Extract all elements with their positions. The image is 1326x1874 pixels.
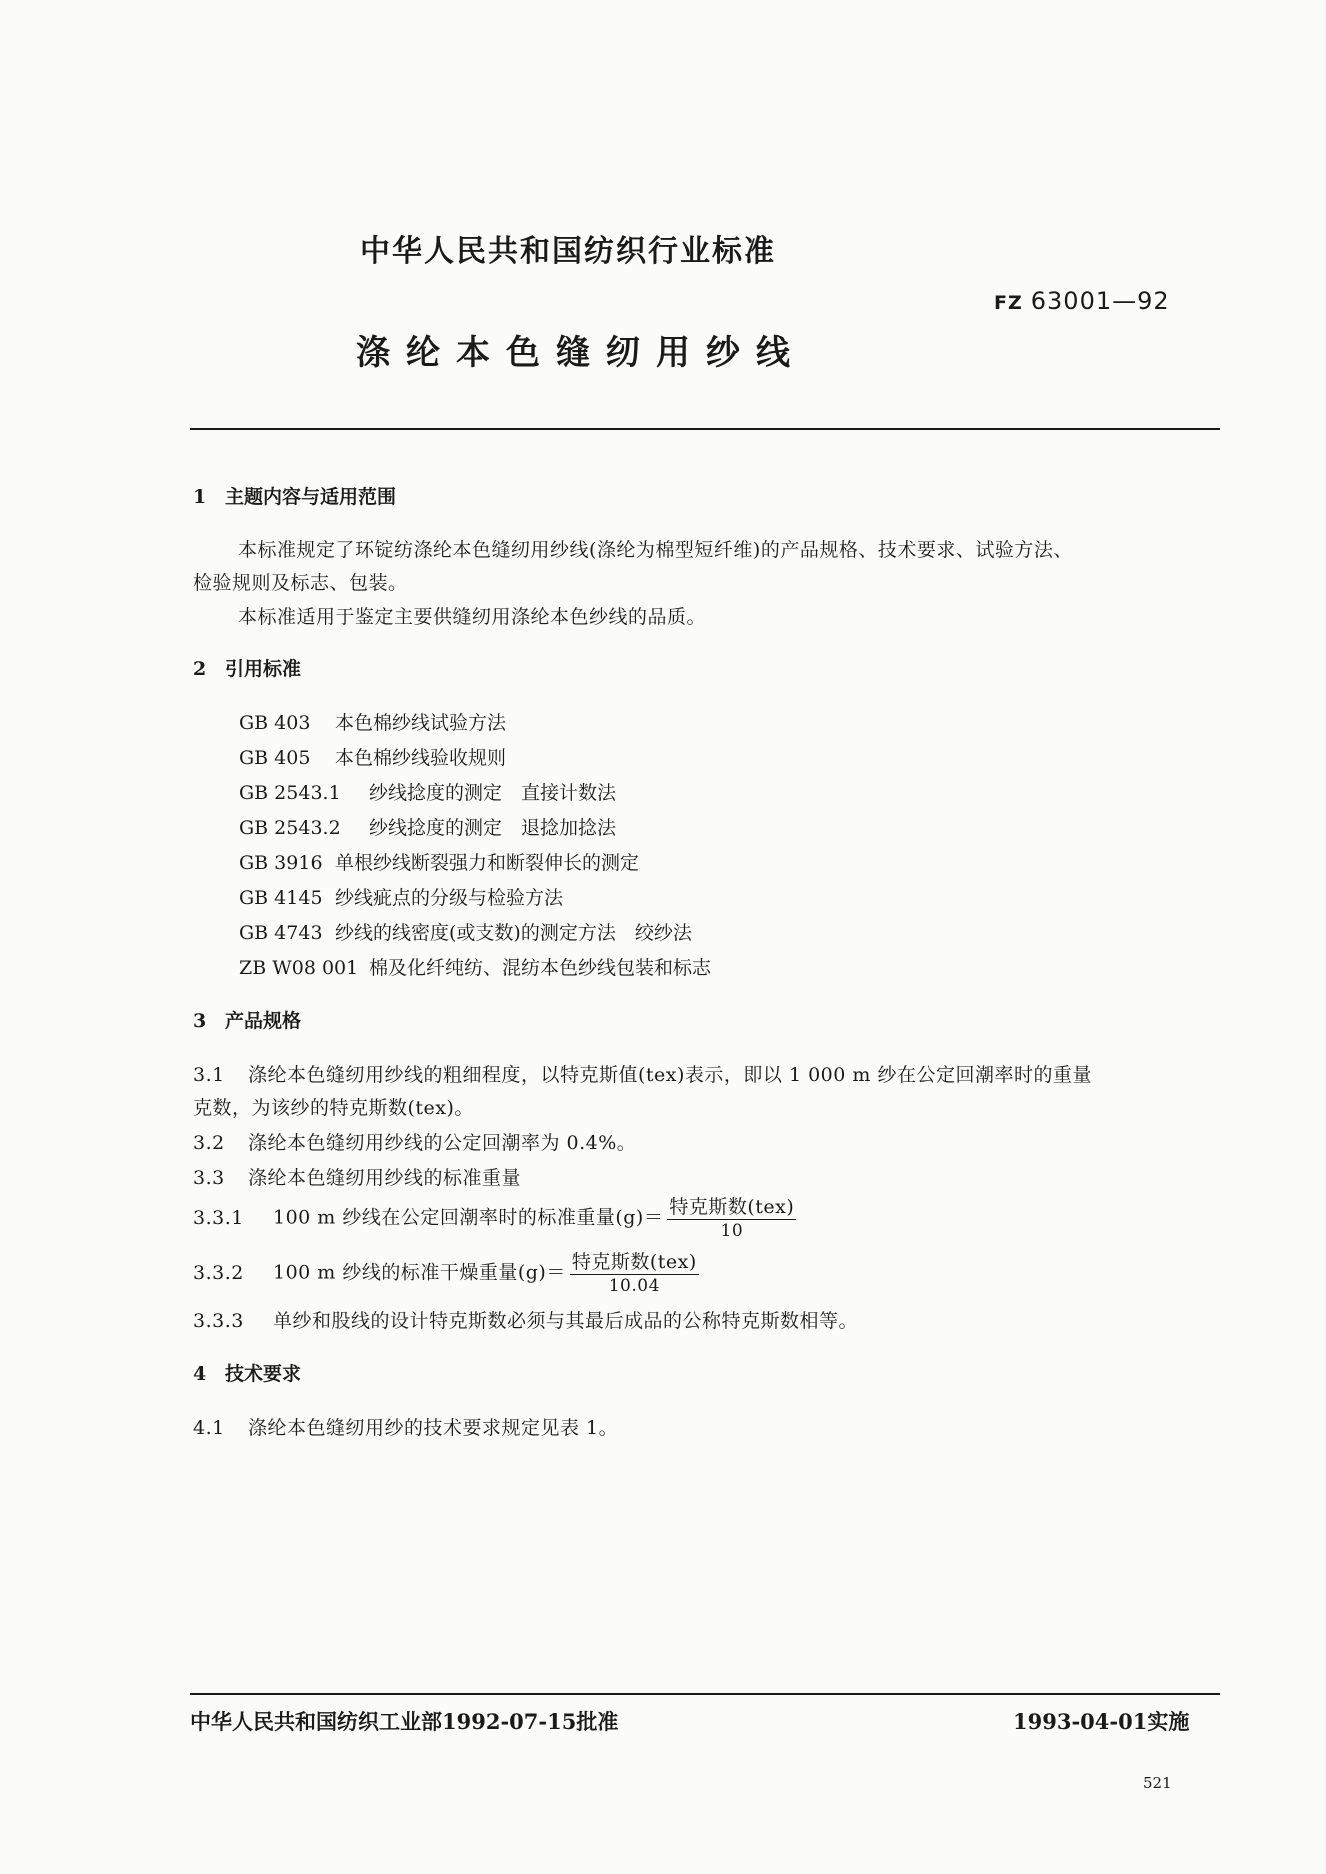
clause-number: 3.3.3 bbox=[193, 1310, 244, 1332]
clause-3-3 bbox=[193, 1163, 521, 1190]
section-4-heading bbox=[193, 1359, 301, 1386]
section-1-paragraph-2: 本标准适用于鉴定主要供缝纫用涤纶本色纱线的品质。 bbox=[238, 606, 707, 628]
section-number: 3 bbox=[193, 1010, 207, 1032]
section-title: 技术要求 bbox=[225, 1363, 302, 1385]
formula-fraction bbox=[667, 1195, 796, 1242]
reference-code: GB 403 bbox=[239, 712, 311, 734]
clause-number: 3.2 bbox=[193, 1132, 225, 1154]
reference-code: GB 2543.2 bbox=[239, 817, 341, 839]
reference-code: GB 405 bbox=[239, 747, 311, 769]
reference-name: 单根纱线断裂强力和断裂伸长的测定 bbox=[335, 852, 640, 874]
approval-statement: 中华人民共和国纺织工业部1992-07-15批准 bbox=[190, 1709, 619, 1734]
clause-text: 涤纶本色缝纫用纱线的标准重量 bbox=[248, 1167, 522, 1189]
footer-divider bbox=[190, 1693, 1220, 1695]
implementation-date: 1993-04-01实施 bbox=[1013, 1709, 1190, 1734]
standard-prefix: FZ bbox=[994, 292, 1023, 314]
section-number: 4 bbox=[193, 1363, 207, 1385]
clause-number: 3.3 bbox=[193, 1167, 225, 1189]
reference-code: GB 2543.1 bbox=[239, 782, 341, 804]
issuing-standard-title: 中华人民共和国纺织行业标准 bbox=[360, 234, 776, 269]
clause-text: 单纱和股线的设计特克斯数必须与其最后成品的公称特克斯数相等。 bbox=[273, 1310, 859, 1332]
fraction-numerator: 特克斯数(tex) bbox=[571, 1251, 697, 1273]
clause-text: 涤纶本色缝纫用纱的技术要求规定见表 1。 bbox=[248, 1417, 619, 1439]
reference-name: 纱线的线密度(或支数)的测定方法 绞纱法 bbox=[335, 922, 692, 944]
standard-code: 63001—92 bbox=[1030, 287, 1170, 315]
clause-4-1 bbox=[193, 1413, 618, 1440]
formula-fraction bbox=[570, 1250, 699, 1297]
reference-name: 纱线捻度的测定 直接计数法 bbox=[369, 782, 617, 804]
clause-3-2 bbox=[193, 1128, 636, 1155]
reference-code: GB 4145 bbox=[239, 887, 323, 909]
section-number: 2 bbox=[193, 658, 207, 680]
section-title: 产品规格 bbox=[225, 1010, 302, 1032]
reference-name: 本色棉纱线验收规则 bbox=[335, 747, 507, 769]
reference-item bbox=[239, 953, 711, 980]
section-3-heading bbox=[193, 1006, 301, 1033]
fraction-denominator: 10.04 bbox=[608, 1276, 660, 1296]
reference-item bbox=[239, 743, 506, 770]
clause-text: 涤纶本色缝纫用纱线的粗细程度，以特克斯值(tex)表示，即以 1 000 m 纱在公定回潮率时的重量 bbox=[248, 1064, 1092, 1086]
reference-item bbox=[239, 883, 563, 910]
page-number: 521 bbox=[1143, 1774, 1172, 1792]
reference-item bbox=[239, 813, 616, 840]
header-divider bbox=[190, 428, 1220, 430]
clause-number: 3.1 bbox=[193, 1064, 225, 1086]
reference-code: GB 4743 bbox=[239, 922, 323, 944]
formula-lhs: 100 m 纱线在公定回潮率时的标准重量(g)＝ bbox=[273, 1206, 664, 1229]
section-2-heading bbox=[193, 654, 301, 681]
reference-item bbox=[239, 848, 639, 875]
reference-code: ZB W08 001 bbox=[239, 957, 359, 979]
section-1-paragraph-1-line-1: 本标准规定了环锭纺涤纶本色缝纫用纱线(涤纶为棉型短纤维)的产品规格、技术要求、试验方法、 bbox=[238, 539, 1073, 561]
clause-number: 4.1 bbox=[193, 1417, 225, 1439]
document-title: 涤纶本色缝纫用纱线 bbox=[356, 333, 806, 373]
clause-3-3-2 bbox=[193, 1250, 699, 1297]
section-title: 主题内容与适用范围 bbox=[225, 486, 397, 508]
clause-3-1-line-2: 克数，为该纱的特克斯数(tex)。 bbox=[193, 1097, 474, 1119]
reference-name: 纱线疵点的分级与检验方法 bbox=[335, 887, 564, 909]
clause-3-1-line-1 bbox=[193, 1060, 1092, 1087]
clause-3-3-1 bbox=[193, 1195, 796, 1242]
section-number: 1 bbox=[193, 486, 207, 508]
standard-number bbox=[994, 287, 1170, 315]
reference-item bbox=[239, 778, 616, 805]
section-1-heading bbox=[193, 482, 396, 509]
clause-3-3-3 bbox=[193, 1306, 858, 1333]
reference-name: 本色棉纱线试验方法 bbox=[335, 712, 507, 734]
fraction-denominator: 10 bbox=[720, 1221, 744, 1241]
reference-code: GB 3916 bbox=[239, 852, 323, 874]
clause-text: 涤纶本色缝纫用纱线的公定回潮率为 0.4%。 bbox=[248, 1132, 637, 1154]
formula-lhs: 100 m 纱线的标准干燥重量(g)＝ bbox=[273, 1261, 566, 1284]
section-1-paragraph-1-line-2: 检验规则及标志、包装。 bbox=[193, 572, 408, 594]
reference-item bbox=[239, 918, 692, 945]
reference-name: 纱线捻度的测定 退捻加捻法 bbox=[369, 817, 617, 839]
clause-number: 3.3.2 bbox=[193, 1261, 244, 1284]
fraction-numerator: 特克斯数(tex) bbox=[669, 1196, 795, 1218]
reference-item bbox=[239, 708, 506, 735]
clause-number: 3.3.1 bbox=[193, 1206, 244, 1229]
section-title: 引用标准 bbox=[225, 658, 302, 680]
reference-name: 棉及化纤纯纺、混纺本色纱线包装和标志 bbox=[369, 957, 712, 979]
